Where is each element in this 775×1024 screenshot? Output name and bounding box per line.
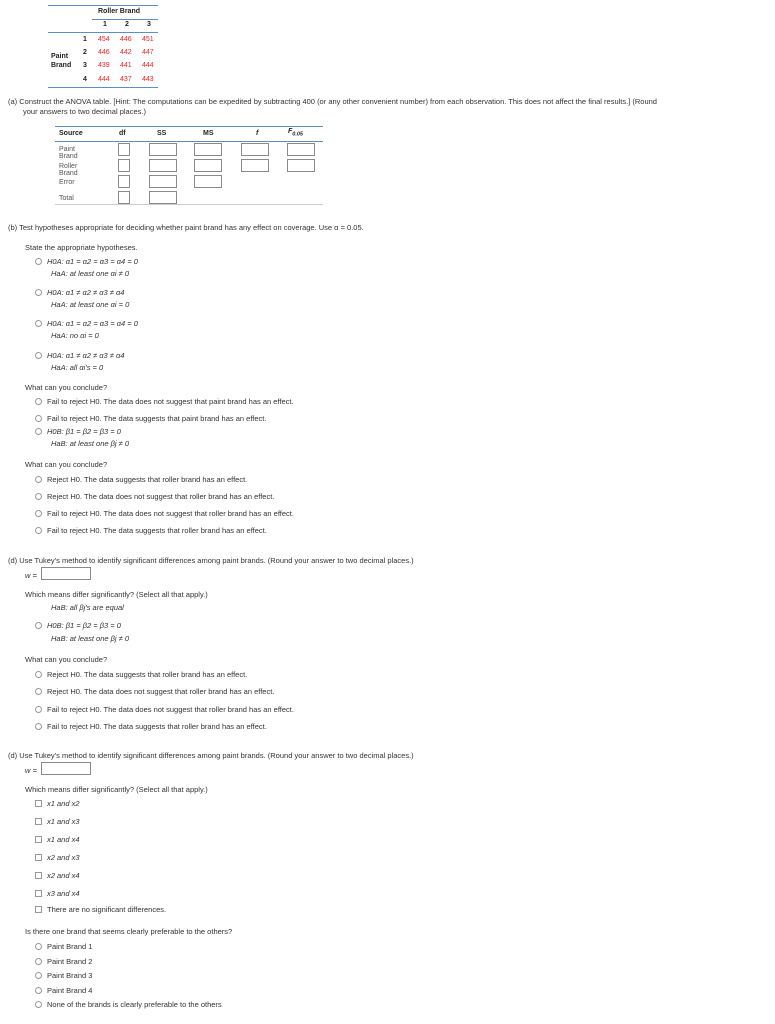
row-num: 4 [83,76,87,83]
ss-input[interactable] [149,175,177,188]
conclude-radio[interactable] [35,723,42,730]
anova-row-label: Total [59,195,74,202]
none-label: There are no significant differences. [47,905,167,914]
anova-header: f [256,130,259,137]
col-header: 2 [125,21,129,28]
ss-input[interactable] [149,191,177,204]
anova-header: SS [157,130,167,137]
conclude-option: Fail to reject H0. The data does not suggest that roller brand has an effect. [47,509,294,518]
conclude-radio[interactable] [35,527,42,534]
part-b-intro: (b) Test hypotheses appropriate for deciding whether paint brand has any effect on coverage. Use α = 0.05. [8,223,364,232]
conclude-radio[interactable] [35,671,42,678]
cell-value: 437 [120,76,132,83]
preference-question: Is there one brand that seems clearly preferable to the others? [25,927,233,936]
which-question: Which means differ significantly? (Select all that apply.) [25,590,208,599]
conclude-option: Fail to reject H0. The data suggests that roller brand has an effect. [47,526,267,535]
preference-option: Paint Brand 4 [47,986,93,995]
df-input[interactable] [118,191,130,204]
w-input[interactable] [41,762,91,775]
conclude-option: Reject H0. The data suggests that roller brand has an effect. [47,475,248,484]
cell-value: 441 [120,62,132,69]
cell-value: 454 [98,36,110,43]
df-input[interactable] [118,175,130,188]
part-a-text-2: your answers to two decimal places.) [23,107,146,116]
cell-value: 442 [120,49,132,56]
anova-row-label: Error [59,179,75,186]
row-label: Paint [51,53,69,60]
preference-option: None of the brands is clearly preferable to the others [47,1000,222,1009]
which-question: Which means differ significantly? (Select all that apply.) [25,785,208,794]
conclude-question: What can you conclude? [25,383,108,392]
hypothesis-ha: HaB: at least one βj ≠ 0 [51,634,130,643]
conclude-radio[interactable] [35,706,42,713]
anova-header-f005: $F_{0.05}$ [288,128,303,138]
w-label: w = [25,571,37,580]
f-input[interactable] [241,159,269,172]
pair-checkbox[interactable] [35,890,42,897]
conclude-option: Reject H0. The data does not suggest that roller brand has an effect. [47,687,275,696]
conclude-option: Reject H0. The data does not suggest that roller brand has an effect. [47,492,275,501]
hypothesis-ha: HaA: all αi's = 0 [51,363,104,372]
hypothesis-radio[interactable] [35,258,42,265]
none-checkbox[interactable] [35,906,42,913]
anova-header: Source [59,130,83,137]
conclude-radio[interactable] [35,415,42,422]
hypothesis-ha: HaA: at least one αi ≠ 0 [51,269,130,278]
part-b-state: State the appropriate hypotheses. [25,243,138,252]
cell-value: 446 [120,36,132,43]
part-d2-intro: (d) Use Tukey's method to identify significant differences among paint brands. (Round your answer to two decimal places.) [8,751,414,760]
conclude-radio[interactable] [35,493,42,500]
anova-header: MS [203,130,214,137]
preference-radio[interactable] [35,987,42,994]
hypothesis-ha: HaB: at least one βj ≠ 0 [51,439,130,448]
conclude-option: Fail to reject H0. The data suggests that paint brand has an effect. [47,414,267,423]
preference-option: Paint Brand 3 [47,971,93,980]
part-a-text: (a) Construct the ANOVA table. [Hint: The computations can be expedited by subtracting 400 (or any other convenient number) from each observation. This does not affect the final results.] (Round [8,97,657,106]
hypothesis-radio[interactable] [35,352,42,359]
hypothesis-radio[interactable] [35,622,42,629]
preference-radio[interactable] [35,958,42,965]
hypothesis-h0: H0A: α1 = α2 = α3 = α4 = 0 [47,319,138,328]
row-num: 1 [83,36,87,43]
hypothesis-h0: H0B: β1 = β2 = β3 = 0 [47,621,121,630]
w-input[interactable] [41,567,91,580]
pair-label: x2 and x4 [47,871,80,880]
df-input[interactable] [118,143,130,156]
ms-input[interactable] [194,159,222,172]
ha-line: HaB: all βj's are equal [51,603,124,612]
preference-option: Paint Brand 1 [47,942,93,951]
conclude-question: What can you conclude? [25,460,108,469]
row-label: Brand [51,62,72,69]
ms-input[interactable] [194,175,222,188]
cell-value: 443 [142,76,154,83]
preference-radio[interactable] [35,1001,42,1008]
hypothesis-h0: H0A: α1 ≠ α2 ≠ α3 ≠ α4 [47,351,125,360]
conclude-radio[interactable] [35,476,42,483]
preference-radio[interactable] [35,943,42,950]
pair-label: x1 and x2 [47,799,80,808]
conclude-radio[interactable] [35,688,42,695]
pair-checkbox[interactable] [35,836,42,843]
row-num: 2 [83,49,87,56]
hypothesis-h0: H0A: α1 = α2 = α3 = α4 = 0 [47,257,138,266]
col-header: 1 [103,21,107,28]
pair-label: x2 and x3 [47,853,80,862]
hypothesis-h0: H0A: α1 ≠ α2 ≠ α3 ≠ α4 [47,288,125,297]
pair-checkbox[interactable] [35,854,42,861]
w-label: w = [25,766,37,775]
hypothesis-ha: HaA: at least one αi = 0 [51,300,130,309]
col-header: 3 [147,21,151,28]
conclude-question: What can you conclude? [25,655,108,664]
cell-value: 446 [98,49,110,56]
ss-input[interactable] [149,159,177,172]
part-d-intro: (d) Use Tukey's method to identify significant differences among paint brands. (Round your answer to two decimal places.) [8,556,414,565]
pair-label: x3 and x4 [47,889,80,898]
cell-value: 444 [142,62,154,69]
pair-checkbox[interactable] [35,800,42,807]
ms-input[interactable] [194,143,222,156]
data-table-title: Roller Brand [98,8,141,15]
hypothesis-radio[interactable] [35,320,42,327]
f005-input[interactable] [287,159,315,172]
preference-radio[interactable] [35,972,42,979]
pair-checkbox[interactable] [35,818,42,825]
hypothesis-h0: H0B: β1 = β2 = β3 = 0 [47,427,121,436]
anova-header: df [119,130,126,137]
cell-value: 439 [98,62,110,69]
df-input[interactable] [118,159,130,172]
hypothesis-radio[interactable] [35,289,42,296]
conclude-radio[interactable] [35,398,42,405]
ss-input[interactable] [149,143,177,156]
pair-label: x1 and x4 [47,835,80,844]
hypothesis-radio[interactable] [35,428,42,435]
anova-row-label: Roller Brand [59,163,78,177]
hypothesis-ha: HaA: no αi = 0 [51,331,99,340]
conclude-option: Fail to reject H0. The data does not suggest that roller brand has an effect. [47,705,294,714]
cell-value: 447 [142,49,154,56]
anova-row-label: Paint Brand [59,146,78,160]
f005-input[interactable] [287,143,315,156]
cell-value: 444 [98,76,110,83]
row-num: 3 [83,62,87,69]
conclude-radio[interactable] [35,510,42,517]
cell-value: 451 [142,36,154,43]
conclude-option: Reject H0. The data suggests that roller brand has an effect. [47,670,248,679]
pair-label: x1 and x3 [47,817,80,826]
f-input[interactable] [241,143,269,156]
pair-checkbox[interactable] [35,872,42,879]
preference-option: Paint Brand 2 [47,957,93,966]
conclude-option: Fail to reject H0. The data suggests that roller brand has an effect. [47,722,267,731]
conclude-option: Fail to reject H0. The data does not suggest that paint brand has an effect. [47,397,294,406]
